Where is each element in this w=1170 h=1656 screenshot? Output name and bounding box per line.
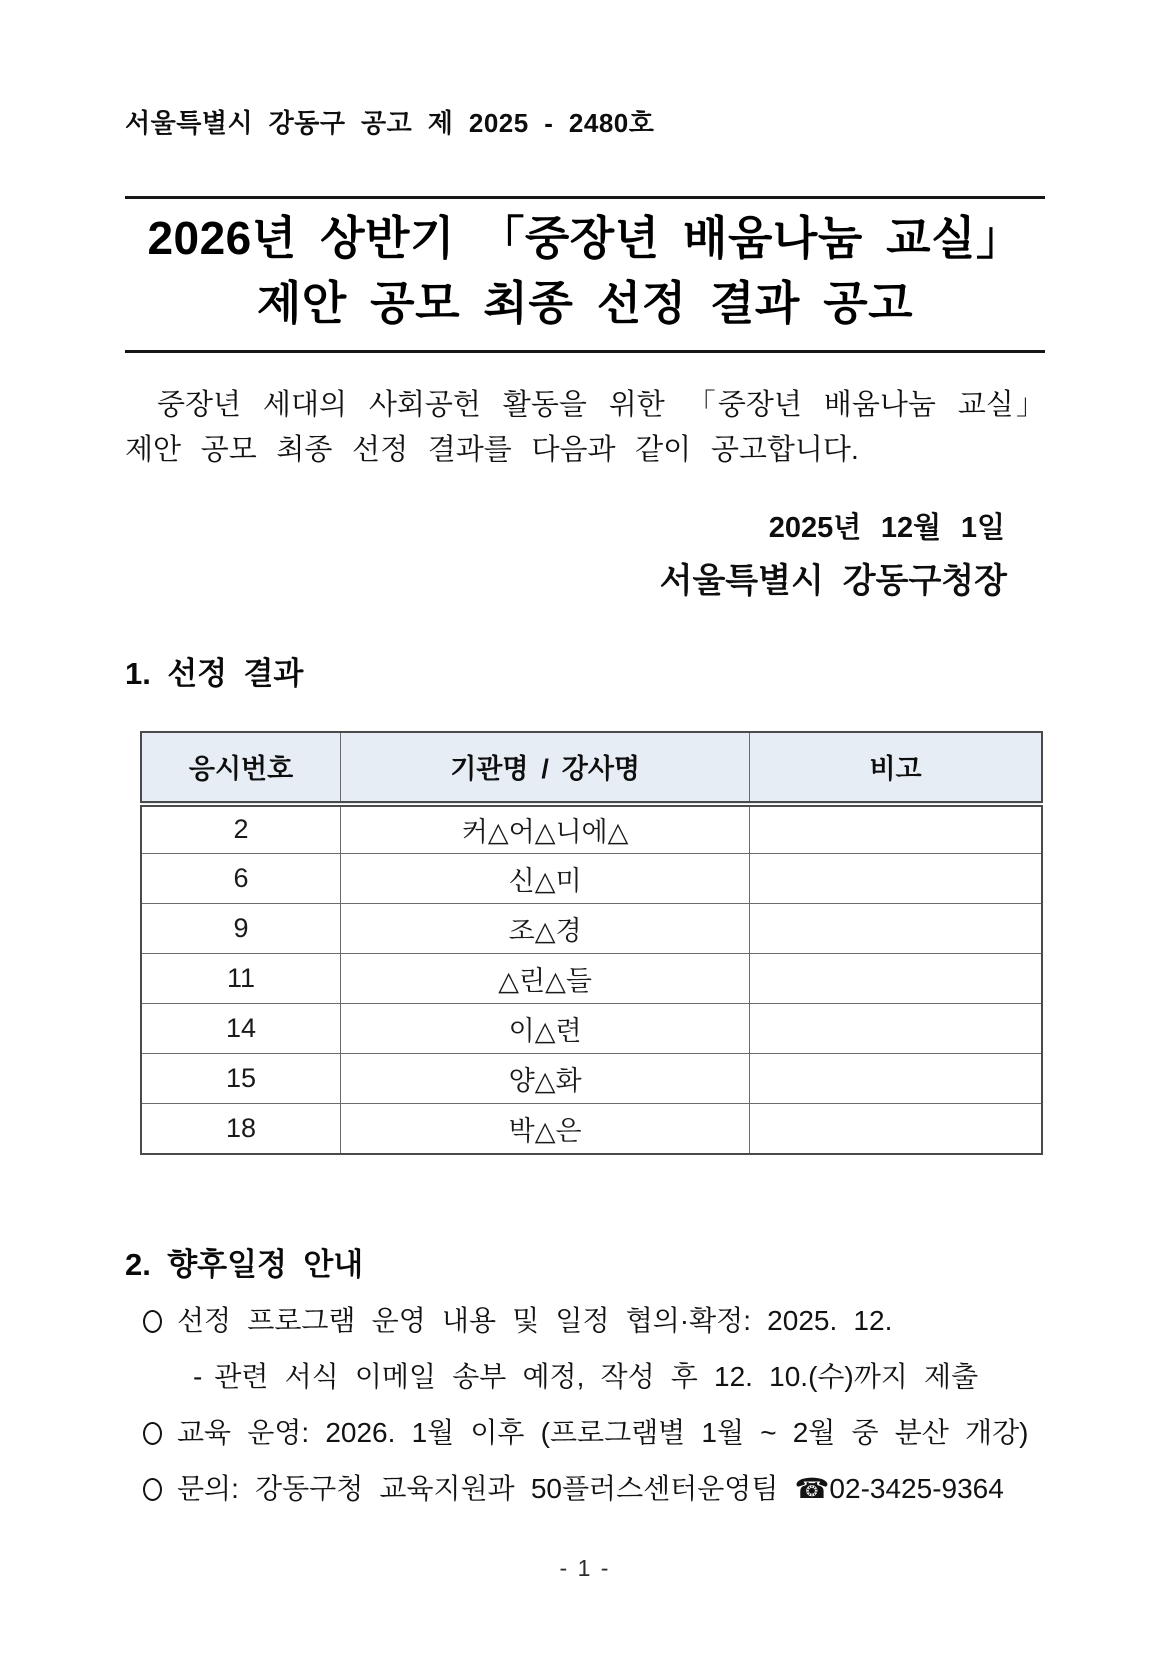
table-header-row	[141, 732, 1042, 804]
schedule-item-text: 교육 운영: 2026. 1월 이후 (프로그램별 1월 ~ 2월 중 분산 개강)	[177, 1416, 1029, 1448]
section1-heading: 1. 선정 결과	[125, 655, 304, 691]
cell-applicant-number: 18	[141, 1104, 341, 1154]
dash-marker: -	[193, 1360, 203, 1392]
table-row	[141, 804, 1042, 854]
col-header-org-instructor: 기관명 / 강사명	[341, 732, 750, 804]
table-row	[141, 904, 1042, 954]
cell-applicant-number: 2	[141, 804, 341, 854]
announcement-date: 2025년 12월 1일	[768, 511, 1005, 544]
col-header-note: 비고	[750, 732, 1042, 804]
circle-bullet-icon	[143, 1310, 162, 1333]
cell-applicant-number: 15	[141, 1054, 341, 1104]
doc-number: 서울특별시 강동구 공고 제 2025 - 2480호	[125, 108, 655, 138]
cell-note	[750, 804, 1042, 854]
col-header-applicant-number: 응시번호	[141, 732, 341, 804]
schedule-item	[143, 1469, 1045, 1508]
cell-note	[750, 904, 1042, 954]
table-row	[141, 854, 1042, 904]
page-title-line-2: 제안 공모 최종 선정 결과 공고	[256, 277, 914, 330]
cell-applicant-number: 11	[141, 954, 341, 1004]
page-number: - 1 -	[559, 1555, 611, 1581]
schedule-item-text: 선정 프로그램 운영 내용 및 일정 협의·확정: 2025. 12.	[177, 1304, 893, 1336]
schedule-subitem	[143, 1357, 1045, 1396]
page-title-line-1: 2026년 상반기 「중장년 배움나눔 교실」	[147, 212, 1023, 264]
cell-note	[750, 854, 1042, 904]
cell-name: 신△미	[341, 854, 750, 904]
schedule-item	[143, 1413, 1045, 1452]
cell-name: △린△들	[341, 954, 750, 1004]
cell-applicant-number: 14	[141, 1004, 341, 1054]
schedule-list	[125, 1301, 1045, 1509]
cell-name: 박△은	[341, 1104, 750, 1154]
table-row	[141, 1054, 1042, 1104]
circle-bullet-icon	[143, 1478, 162, 1501]
signature: 서울특별시 강동구청장	[659, 561, 1007, 600]
title-block	[125, 196, 1045, 353]
result-table	[140, 731, 1043, 1155]
announcement-body: 중장년 세대의 사회공헌 활동을 위한 「중장년 배움나눔 교실」 제안 공모 최종 선정 결과를 다음과 같이 공고합니다.	[125, 388, 1045, 466]
cell-name: 조△경	[341, 904, 750, 954]
schedule-subitem-text: 관련 서식 이메일 송부 예정, 작성 후 12. 10.(수)까지 제출	[214, 1360, 979, 1392]
table-row	[141, 1104, 1042, 1154]
cell-name: 커△어△니에△	[341, 804, 750, 854]
cell-name: 이△련	[341, 1004, 750, 1054]
cell-note	[750, 1004, 1042, 1054]
circle-bullet-icon	[143, 1422, 162, 1445]
schedule-item-text: 문의: 강동구청 교육지원과 50플러스센터운영팀 ☎02-3425-9364	[177, 1473, 1004, 1505]
table-row	[141, 954, 1042, 1004]
table-row	[141, 1004, 1042, 1054]
cell-note	[750, 1104, 1042, 1154]
cell-name: 양△화	[341, 1054, 750, 1104]
cell-applicant-number: 9	[141, 904, 341, 954]
schedule-item	[143, 1301, 1045, 1340]
cell-note	[750, 954, 1042, 1004]
cell-applicant-number: 6	[141, 854, 341, 904]
cell-note	[750, 1054, 1042, 1104]
section2-heading: 2. 향후일정 안내	[125, 1246, 364, 1282]
